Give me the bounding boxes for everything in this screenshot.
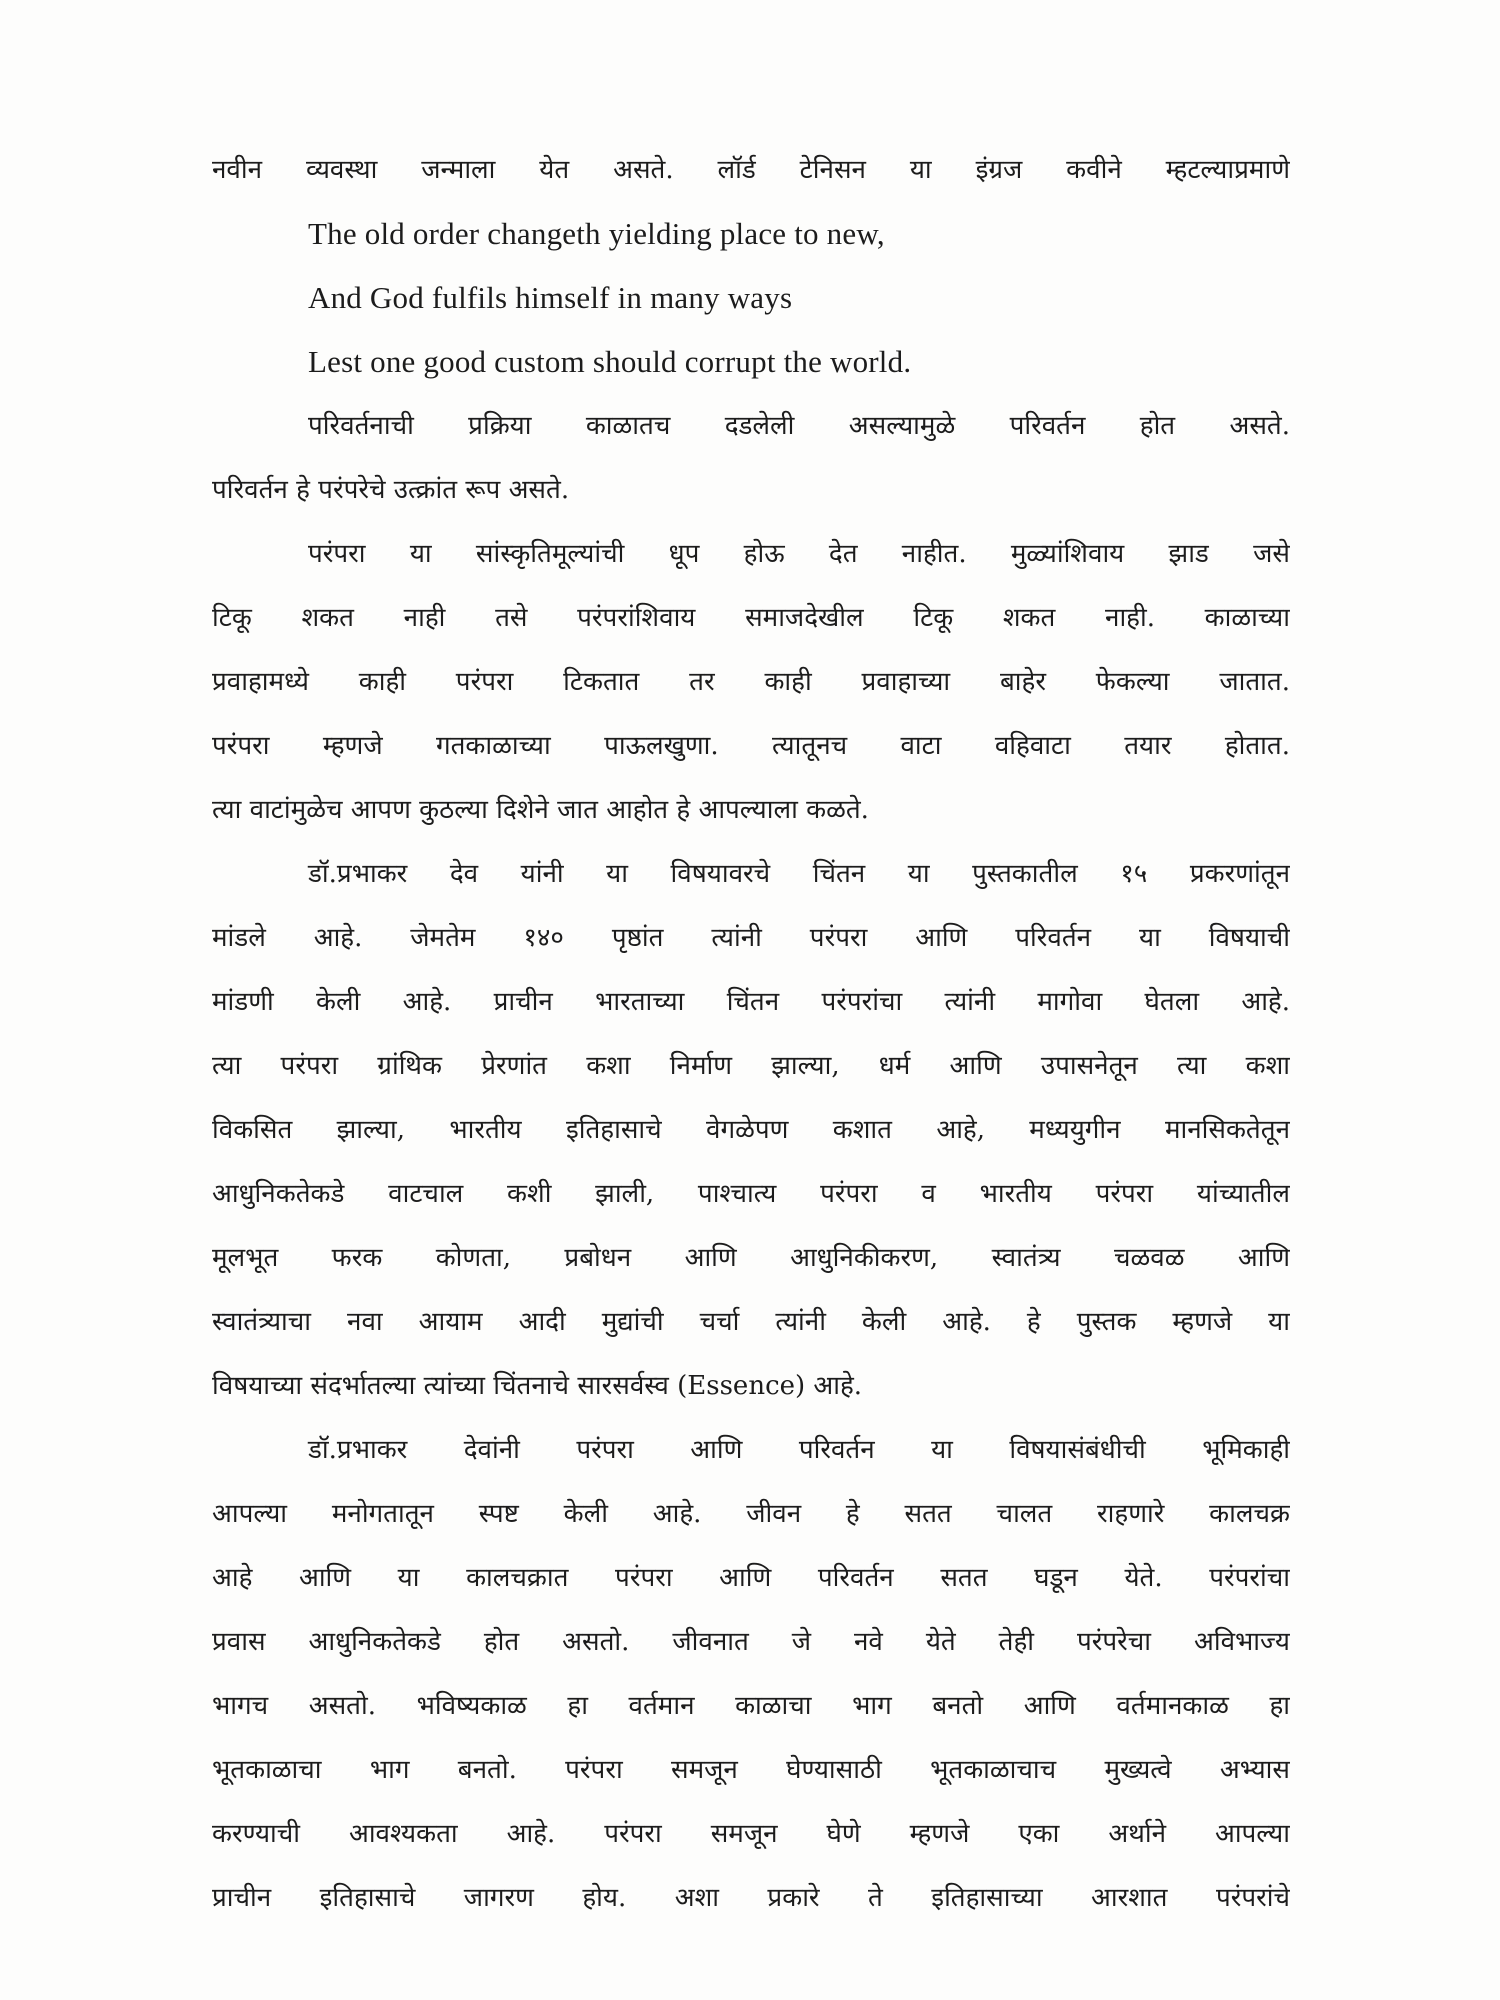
verse-line: The old order changeth yielding place to new, xyxy=(308,216,885,251)
page-text xyxy=(212,138,1290,1930)
text-line: डॉ.प्रभाकर देवांनी परंपरा आणि परिवर्तन या विषयासंबंधीची भूमिकाही xyxy=(308,1435,1290,1465)
text-line: विषयाच्या संदर्भातल्या त्यांच्या चिंतनाचे सारसर्वस्व (Essence) आहे. xyxy=(212,1371,863,1401)
verse-line: And God fulfils himself in many ways xyxy=(308,280,793,315)
text-line: आधुनिकतेकडे वाटचाल कशी झाली, पाश्चात्य परंपरा व भारतीय परंपरा यांच्यातील xyxy=(212,1179,1290,1209)
text-line: भागच असतो. भविष्यकाळ हा वर्तमान काळाचा भाग बनतो आणि वर्तमानकाळ हा xyxy=(212,1691,1290,1721)
text-line: विकसित झाल्या, भारतीय इतिहासाचे वेगळेपण कशात आहे, मध्ययुगीन मानसिकतेतून xyxy=(212,1115,1290,1145)
text-line: त्या वाटांमुळेच आपण कुठल्या दिशेने जात आहोत हे आपल्याला कळते. xyxy=(212,795,869,825)
text-line: मांडले आहे. जेमतेम १४० पृष्ठांत त्यांनी परंपरा आणि परिवर्तन या विषयाची xyxy=(212,923,1290,953)
paragraph-book-summary xyxy=(212,842,1290,1418)
text-line: प्राचीन इतिहासाचे जागरण होय. अशा प्रकारे ते इतिहासाच्या आरशात परंपरांचे xyxy=(212,1883,1290,1913)
text-line: आपल्या मनोगतातून स्पष्ट केली आहे. जीवन हे सतत चालत राहणारे कालचक्र xyxy=(212,1499,1290,1529)
text-line: मूलभूत फरक कोणता, प्रबोधन आणि आधुनिकीकरण, स्वातंत्र्य चळवळ आणि xyxy=(212,1243,1290,1273)
verse-line: Lest one good custom should corrupt the world. xyxy=(308,344,912,379)
paragraph-tradition-values xyxy=(212,522,1290,842)
text-line: नवीन व्यवस्था जन्माला येत असते. लॉर्ड टेनिसन या इंग्रज कवीने म्हटल्याप्रमाणे xyxy=(212,155,1290,185)
paragraph-author-stance xyxy=(212,1418,1290,1930)
text-line: टिकू शकत नाही तसे परंपरांशिवाय समाजदेखील टिकू शकत नाही. काळाच्या xyxy=(212,603,1290,633)
text-line: त्या परंपरा ग्रांथिक प्रेरणांत कशा निर्माण झाल्या, धर्म आणि उपासनेतून त्या कशा xyxy=(212,1051,1290,1081)
text-line: आहे आणि या कालचक्रात परंपरा आणि परिवर्तन सतत घडून येते. परंपरांचा xyxy=(212,1563,1290,1593)
text-line: प्रवास आधुनिकतेकडे होत असतो. जीवनात जे नवे येते तेही परंपरेचा अविभाज्य xyxy=(212,1627,1290,1657)
text-line: परिवर्तन हे परंपरेचे उत्क्रांत रूप असते. xyxy=(212,475,570,505)
text-line: परंपरा म्हणजे गतकाळाच्या पाऊलखुणा. त्यातूनच वाटा वहिवाटा तयार होतात. xyxy=(212,731,1290,761)
text-line: करण्याची आवश्यकता आहे. परंपरा समजून घेणे म्हणजे एका अर्थाने आपल्या xyxy=(212,1819,1290,1849)
text-line: परंपरा या सांस्कृतिमूल्यांची धूप होऊ देत नाहीत. मुळ्यांशिवाय झाड जसे xyxy=(308,539,1290,569)
text-line: भूतकाळाचा भाग बनतो. परंपरा समजून घेण्यासाठी भूतकाळाचाच मुख्यत्वे अभ्यास xyxy=(212,1755,1290,1785)
text-line: मांडणी केली आहे. प्राचीन भारताच्या चिंतन परंपरांचा त्यांनी मागोवा घेतला आहे. xyxy=(212,987,1290,1017)
text-line: डॉ.प्रभाकर देव यांनी या विषयावरचे चिंतन या पुस्तकातील १५ प्रकरणांतून xyxy=(308,859,1290,889)
paragraph-change-process xyxy=(212,394,1290,522)
text-line: परिवर्तनाची प्रक्रिया काळातच दडलेली असल्यामुळे परिवर्तन होत असते. xyxy=(308,411,1290,441)
intro-paragraph xyxy=(212,138,1290,202)
text-line: स्वातंत्र्याचा नवा आयाम आदी मुद्यांची चर्चा त्यांनी केली आहे. हे पुस्तक म्हणजे या xyxy=(212,1307,1290,1337)
text-line: प्रवाहामध्ये काही परंपरा टिकतात तर काही प्रवाहाच्या बाहेर फेकल्या जातात. xyxy=(212,667,1290,697)
tennyson-verse xyxy=(212,202,1290,394)
